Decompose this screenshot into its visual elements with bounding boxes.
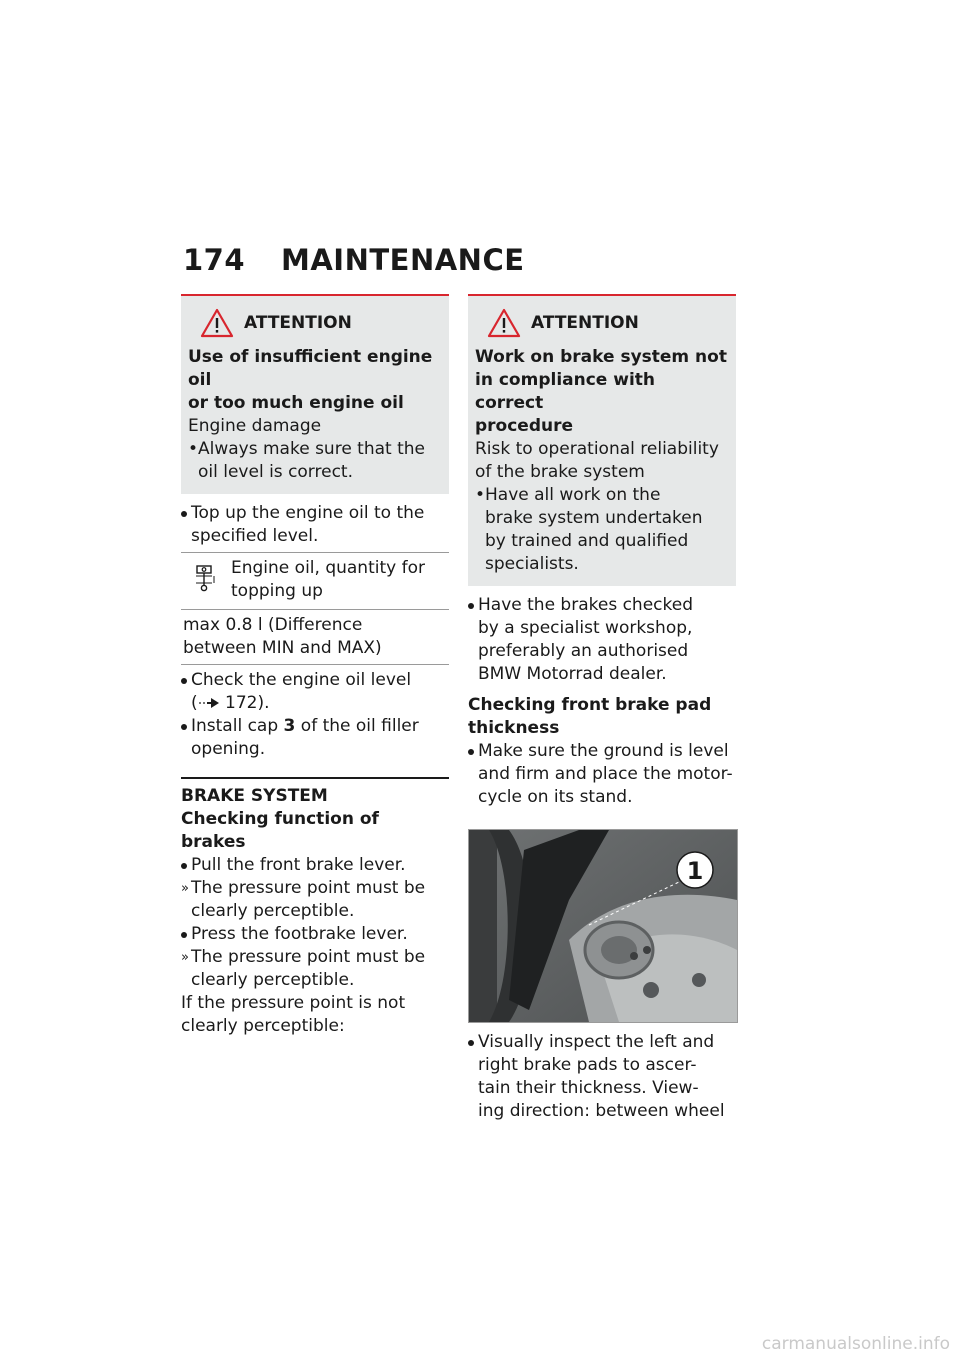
attention-label: ATTENTION <box>531 312 639 333</box>
warning-consequence: Risk to operational reliability <box>475 439 719 459</box>
section-title: BRAKE SYSTEM <box>181 777 449 808</box>
warning-title-line-2: or too much engine oil <box>188 393 404 413</box>
warning-action: • Always make sure that the oil level is correct. <box>188 439 426 482</box>
attention-box-oil <box>181 294 449 494</box>
warning-title: Use of insufficient engine oil <box>188 347 433 390</box>
spec-value: max 0.8 l (Difference between MIN and MAX) <box>183 615 382 658</box>
attention-box-brake: ATTENTION Work on brake system not in compliance with correct procedure Risk to operational reliability of the brake system • Have all work on the brake system undertaken by trained and qualified specialists. <box>468 294 736 586</box>
page-number: 174 <box>183 243 246 277</box>
warning-triangle-icon <box>487 308 521 338</box>
step-press-footbrake: Press the footbrake lever. <box>181 923 449 946</box>
spec-label-row: Engine oil, quantity for topping up <box>181 553 449 610</box>
step-check-oil: Check the engine oil level ( 172). <box>181 669 449 715</box>
attention-heading <box>487 310 729 336</box>
watermark: carmanualsonline.info <box>761 1334 950 1354</box>
warning-action: • Have all work on the brake system undertaken by trained and qualified specialists. <box>475 485 703 574</box>
page-header <box>183 243 525 277</box>
brake-caliper-image <box>469 830 737 1022</box>
warning-triangle-icon <box>200 308 234 338</box>
step-inspect-pads: Visually inspect the left and right brake pads to ascer- tain their thickness. View- ing direction: between wheel <box>468 1031 736 1123</box>
step-have-checked: Have the brakes checked by a specialist workshop, preferably an authorised BMW Motorrad dealer. <box>468 594 736 686</box>
step-pull-lever: Pull the front brake lever. <box>181 854 449 877</box>
warning-consequence: Engine damage <box>188 416 322 436</box>
result-pressure-point-2: » The pressure point must be clearly perceptible. <box>181 947 426 990</box>
step-install-cap: Install cap 3 of the oil filler opening. <box>181 715 449 761</box>
page-reference-arrow-icon <box>198 697 220 709</box>
callout-number: 3 <box>283 716 296 736</box>
page-title: MAINTENANCE <box>281 243 525 277</box>
attention-label: ATTENTION <box>244 312 352 333</box>
page-reference: 172). <box>225 693 270 713</box>
subheading: Checking front brake pad <box>468 695 712 715</box>
spec-label: Engine oil, quantity for <box>231 558 425 578</box>
spec-table <box>181 552 449 665</box>
attention-heading <box>200 310 442 336</box>
result-pressure-point: » The pressure point must be clearly perceptible. <box>181 878 426 921</box>
step-ground-level: Make sure the ground is level and firm and place the motor- cycle on its stand. <box>468 740 736 809</box>
left-column: ATTENTION Use of insufficient engine oil or too much engine oil Engine damage • Always make sure that the oil level is correct. Top up the engine oil to the specified level. Engine oil, quantity for topping up max 0.8 l (Difference between MIN and MAX) Check the engine oil level ( 172). Install cap 3 of the oil filler opening. BRAKE SYSTEM Checking function of brakes Pull the front brake lever. » The pressure point must be clearly perceptible. Press the footbrake lever. » The pressure point must be clearly perceptible. If the pressure point is not clearly perceptible: <box>181 294 449 1038</box>
oil-level-icon <box>193 563 219 593</box>
brake-caliper-photo <box>468 829 738 1023</box>
warning-title: Work on brake system not <box>475 347 727 367</box>
note-text: If the pressure point is not <box>181 993 406 1013</box>
step-top-up: Top up the engine oil to the specified level. <box>181 502 449 548</box>
right-column: ATTENTION Work on brake system not in compliance with correct procedure Risk to operational reliability of the brake system • Have all work on the brake system undertaken by trained and qualified specialists. Have the brakes checked by a specialist workshop, preferably an authorised BMW Motorrad dealer. Checking front brake pad thickness Make sure the ground is level and firm and place the motor- cycle on its stand. 1 Visually inspect the left and right brake pads to ascer- tain their thickness. View- ing direction: between wheel <box>468 294 736 1123</box>
callout-label: 1 <box>686 857 704 885</box>
subheading: Checking function of brakes <box>181 809 379 852</box>
